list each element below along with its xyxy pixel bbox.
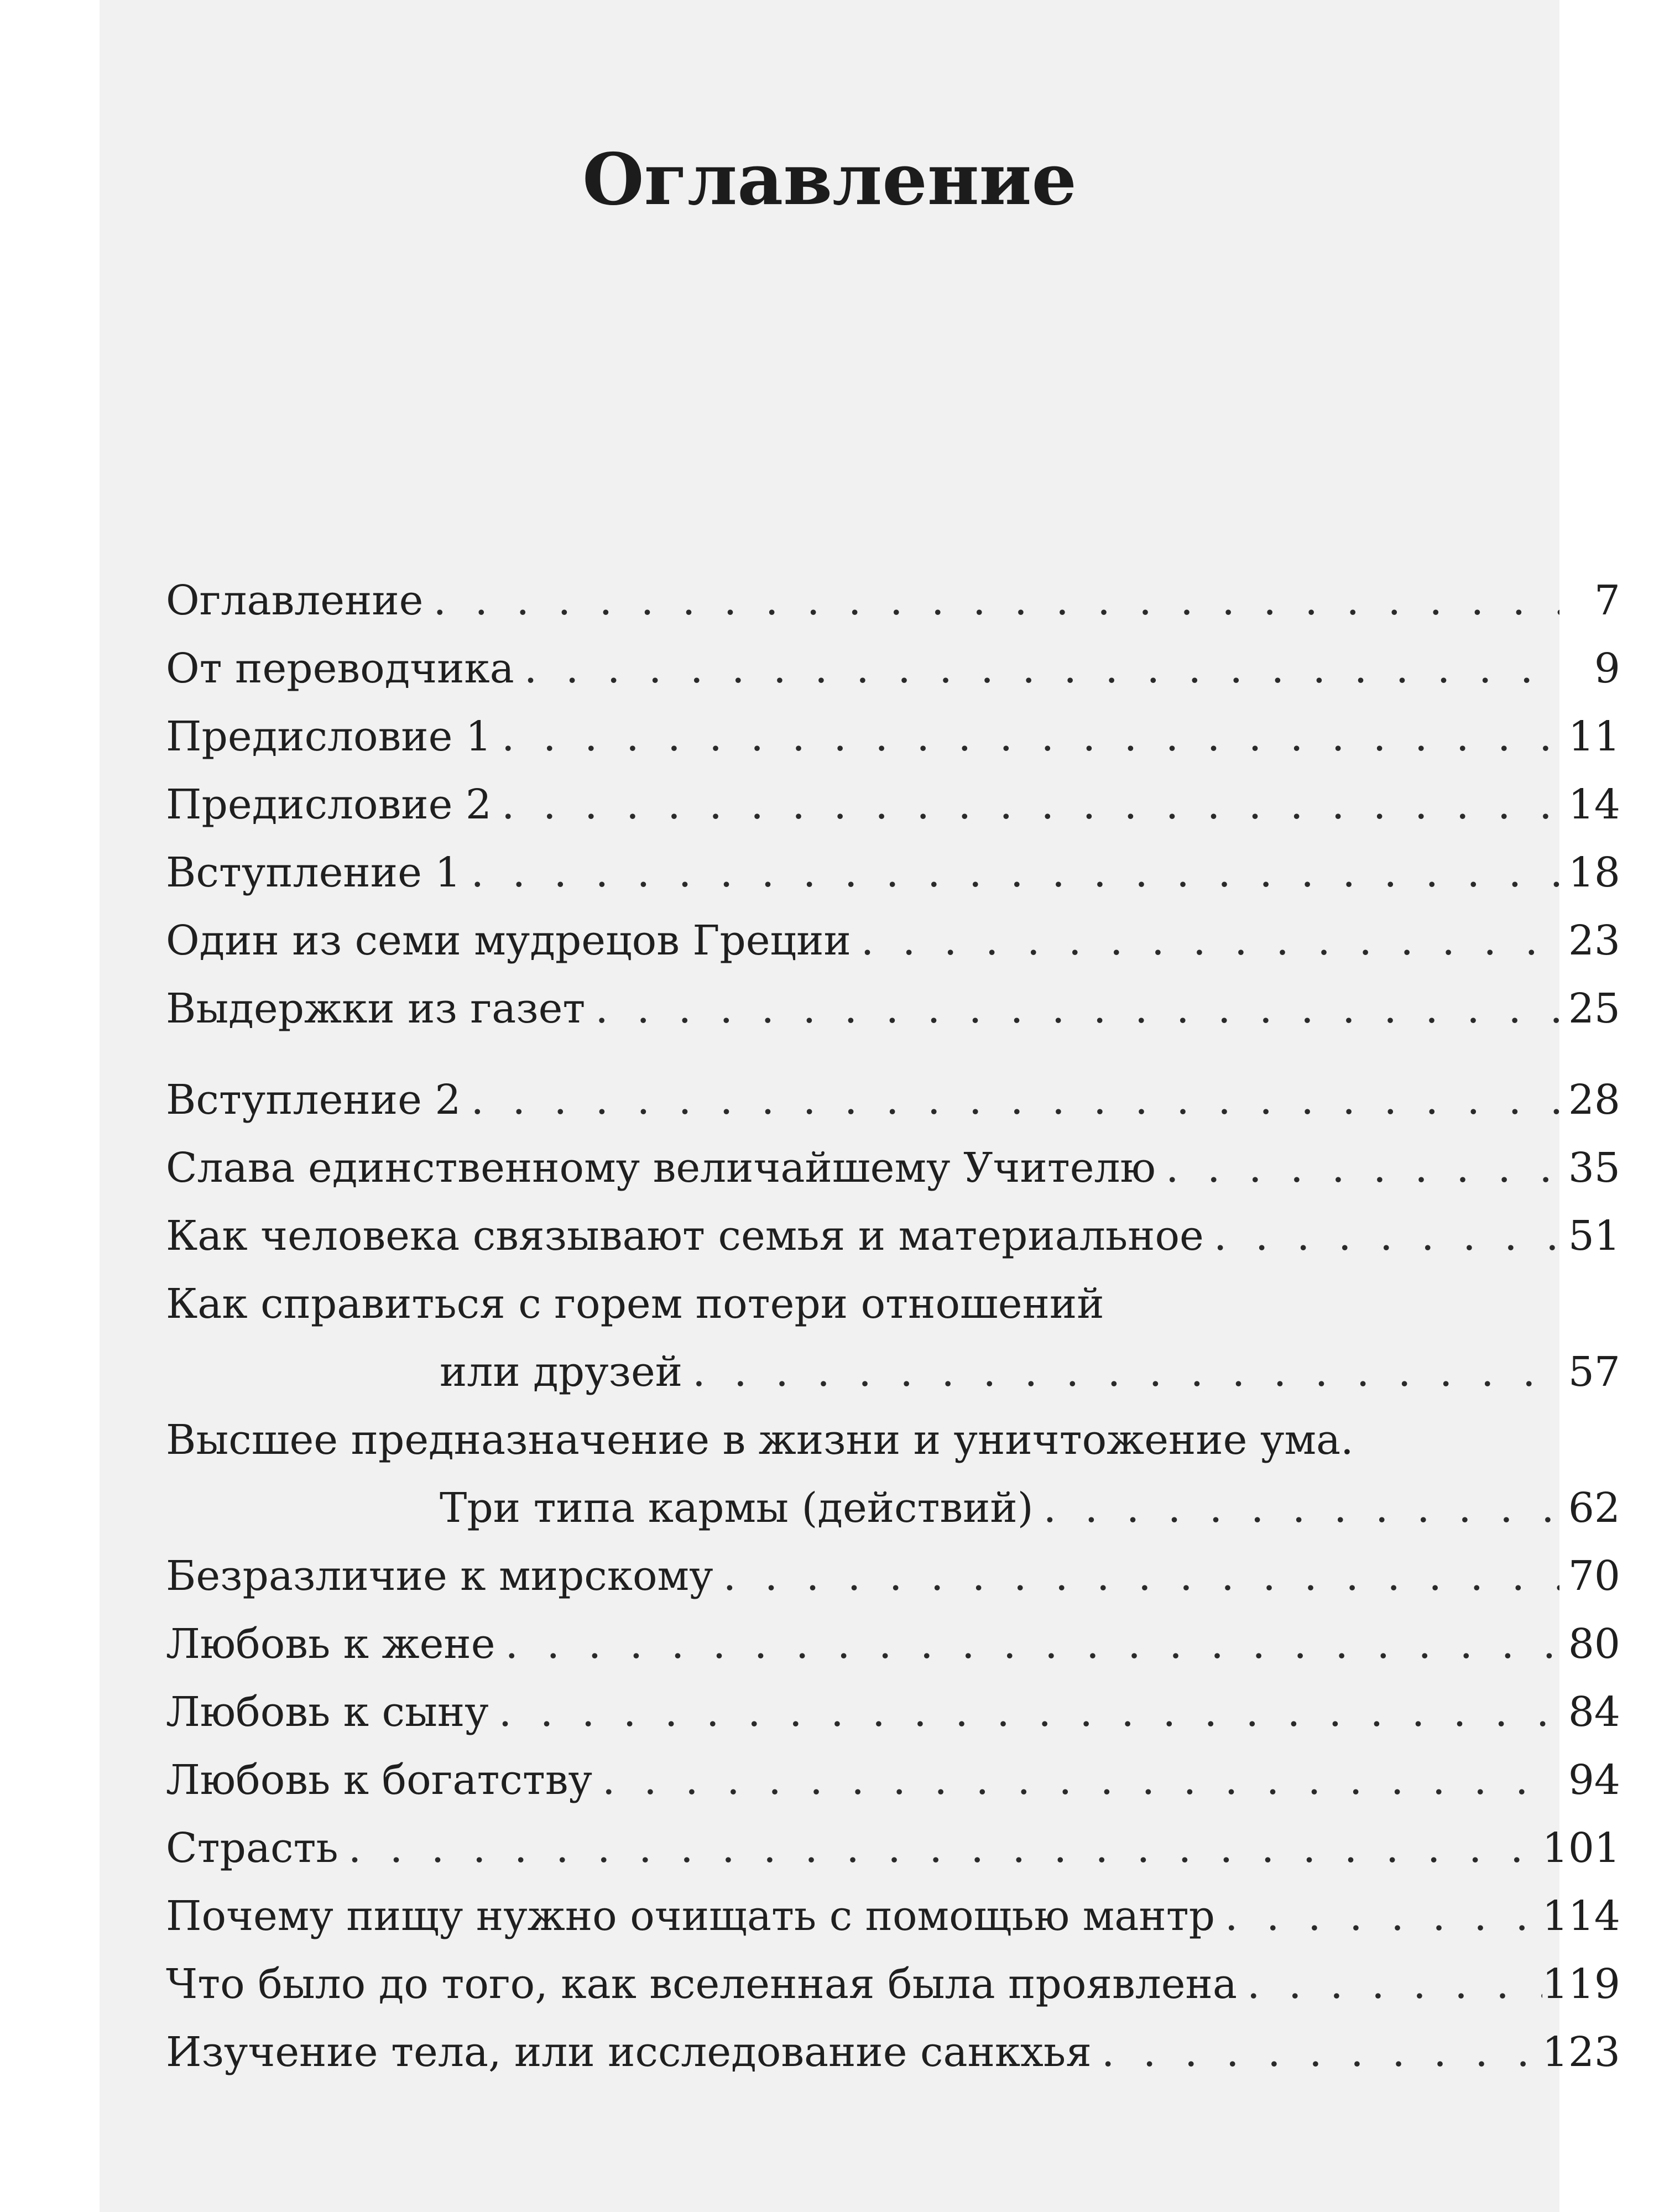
toc-leader-dots bbox=[1215, 1882, 1542, 1950]
book-page bbox=[100, 0, 1620, 2212]
toc-leader-dots bbox=[585, 975, 1559, 1043]
toc-page-number: 28 bbox=[1568, 1076, 1620, 1124]
toc-entry-title: Любовь к сыну bbox=[166, 1688, 489, 1736]
toc-leader-dots bbox=[423, 567, 1559, 635]
toc-entry bbox=[166, 1542, 1620, 1610]
toc-leader-dots bbox=[1092, 2018, 1542, 2086]
toc-entry bbox=[166, 2018, 1620, 2086]
toc-entry bbox=[166, 1338, 1620, 1406]
toc-page-number: 14 bbox=[1568, 781, 1620, 828]
toc-entry bbox=[166, 771, 1620, 839]
toc-entry-title: Что было до того, как вселенная была проявлена bbox=[166, 1960, 1237, 2008]
toc-entry-title: Изучение тела, или исследование санкхья bbox=[166, 2028, 1092, 2076]
toc-leader-dots bbox=[713, 1542, 1559, 1610]
toc-page-number: 11 bbox=[1568, 713, 1620, 760]
toc-page-number: 35 bbox=[1568, 1144, 1620, 1192]
toc-entry bbox=[166, 975, 1620, 1043]
toc-entry bbox=[166, 839, 1620, 907]
toc-page-number: 9 bbox=[1594, 645, 1620, 692]
toc-page-number: 62 bbox=[1568, 1484, 1620, 1532]
toc-page-number: 114 bbox=[1542, 1892, 1620, 1940]
toc-entry-title-line1: Как справиться с горем потери отношений bbox=[166, 1280, 1104, 1328]
toc-leader-dots bbox=[338, 1814, 1542, 1882]
toc-entry bbox=[166, 1678, 1620, 1746]
toc-entry-title-line2: Три типа кармы (действий) bbox=[440, 1484, 1034, 1532]
toc-entry bbox=[166, 1950, 1620, 2018]
toc-entry-title: Выдержки из газет bbox=[166, 985, 586, 1032]
toc-entry bbox=[166, 703, 1620, 771]
toc-entry bbox=[166, 635, 1620, 703]
toc-entry-title-line1: Высшее предназначение в жизни и уничтожение ума. bbox=[166, 1416, 1354, 1464]
toc-entry-title: Как человека связывают семья и материальное bbox=[166, 1212, 1204, 1260]
toc-entry-title: Любовь к жене bbox=[166, 1620, 495, 1668]
table-of-contents bbox=[166, 567, 1620, 2086]
toc-entry bbox=[166, 1746, 1620, 1814]
toc-entry bbox=[166, 1610, 1620, 1678]
toc-entry-title: Страсть bbox=[166, 1824, 338, 1872]
toc-leader-dots bbox=[1237, 1950, 1542, 2018]
toc-leader-dots bbox=[682, 1338, 1559, 1406]
toc-leader-dots bbox=[851, 907, 1559, 975]
toc-leader-dots bbox=[492, 771, 1559, 839]
toc-entry bbox=[166, 1066, 1620, 1134]
toc-page-number: 57 bbox=[1568, 1348, 1620, 1396]
page-title: Оглавление bbox=[582, 138, 1077, 221]
toc-entry-title-line2: или друзей bbox=[440, 1348, 683, 1396]
toc-entry-title: Любовь к богатству bbox=[166, 1756, 593, 1804]
toc-entry bbox=[166, 1814, 1620, 1882]
toc-leader-dots bbox=[495, 1610, 1559, 1678]
toc-leader-dots bbox=[1204, 1202, 1559, 1270]
toc-entry-title: Один из семи мудрецов Греции bbox=[166, 917, 851, 964]
toc-leader-dots bbox=[592, 1746, 1559, 1814]
toc-page-number: 7 bbox=[1594, 577, 1620, 624]
toc-leader-dots bbox=[514, 635, 1559, 703]
toc-entry bbox=[166, 567, 1620, 635]
toc-page-number: 101 bbox=[1542, 1824, 1620, 1872]
toc-page-number: 80 bbox=[1568, 1620, 1620, 1668]
toc-entry-title: Вступление 1 bbox=[166, 849, 461, 896]
toc-entry-title: Слава единственному величайшему Учителю bbox=[166, 1144, 1156, 1192]
toc-leader-dots bbox=[492, 703, 1559, 771]
toc-leader-dots bbox=[461, 839, 1559, 907]
toc-entry-title: Почему пищу нужно очищать с помощью мантр bbox=[166, 1892, 1215, 1940]
toc-page-number: 51 bbox=[1568, 1212, 1620, 1260]
toc-entry-title: Предисловие 2 bbox=[166, 781, 492, 828]
toc-entry bbox=[166, 1202, 1620, 1270]
toc-entry bbox=[166, 907, 1620, 975]
toc-entry-title: Вступление 2 bbox=[166, 1076, 461, 1124]
toc-entry-title: От переводчика bbox=[166, 645, 514, 692]
toc-entry bbox=[166, 1134, 1620, 1202]
toc-page-number: 84 bbox=[1568, 1688, 1620, 1736]
toc-entry-title: Оглавление bbox=[166, 577, 424, 624]
toc-page-number: 18 bbox=[1568, 849, 1620, 896]
toc-entry-title: Безразличие к мирскому bbox=[166, 1552, 713, 1600]
toc-leader-dots bbox=[1156, 1134, 1559, 1202]
toc-entry-title: Предисловие 1 bbox=[166, 713, 492, 760]
toc-page-number: 123 bbox=[1542, 2028, 1620, 2076]
toc-page-number: 70 bbox=[1568, 1552, 1620, 1600]
toc-page-number: 23 bbox=[1568, 917, 1620, 964]
toc-page-number: 119 bbox=[1542, 1960, 1620, 2008]
toc-page-number: 94 bbox=[1568, 1756, 1620, 1804]
toc-entry bbox=[166, 1882, 1620, 1950]
toc-page-number: 25 bbox=[1568, 985, 1620, 1032]
toc-entry bbox=[166, 1474, 1620, 1542]
toc-leader-dots bbox=[489, 1678, 1559, 1746]
toc-leader-dots bbox=[1034, 1474, 1559, 1542]
toc-leader-dots bbox=[461, 1066, 1559, 1134]
